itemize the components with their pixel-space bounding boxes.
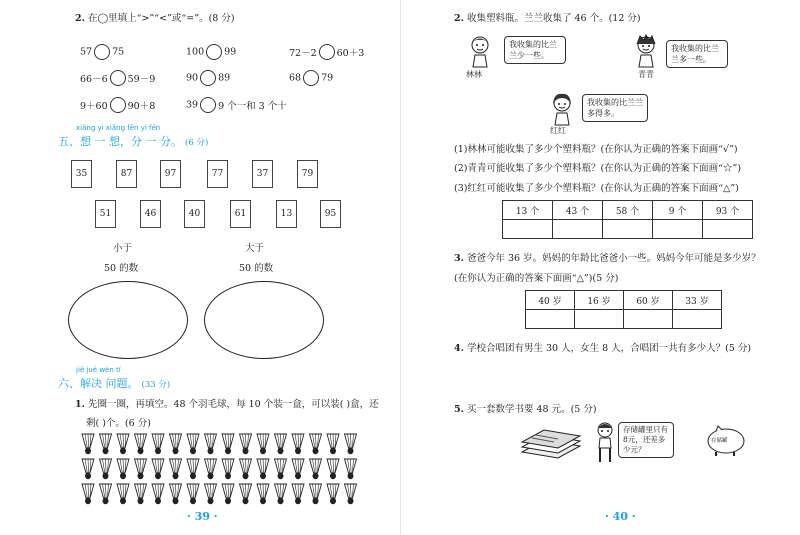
comparison-right: 59－9 [127, 74, 156, 85]
shuttlecock-icon [205, 434, 217, 454]
number-card: 35 [71, 160, 92, 188]
answer-option: 93 个 [703, 201, 753, 220]
shuttlecock-icon [170, 434, 182, 454]
shuttlecock-icon [345, 434, 357, 454]
linlin-name: 林林 [466, 70, 482, 79]
comparison-left: 39 [186, 99, 199, 111]
shuttlecock-icon [292, 434, 304, 454]
comparison-right: 79 [321, 72, 334, 84]
question-3-line-1 [454, 250, 761, 264]
answer-option: 60 岁 [624, 291, 673, 310]
shuttlecock-icon [275, 434, 287, 454]
number-card: 37 [252, 160, 273, 188]
answer-mark-cell[interactable] [553, 220, 603, 239]
number-card: 87 [116, 160, 137, 188]
comparison-left: 9＋60 [80, 101, 108, 112]
number-card: 95 [320, 200, 341, 228]
answer-mark-cell[interactable] [526, 310, 575, 329]
question-1-line-1 [75, 396, 379, 410]
section-6-header [58, 375, 170, 391]
shuttlecock-icon [205, 484, 217, 504]
answer-mark-cell[interactable] [603, 220, 653, 239]
shuttlecock-icon [117, 434, 129, 454]
shuttlecock-icon [222, 484, 234, 504]
shuttlecock-icon [82, 434, 94, 454]
shuttlecock-icon [292, 459, 304, 479]
girl-linlin-illustration [466, 34, 494, 68]
shuttlecock-icon [135, 434, 147, 454]
shuttlecock-icon [152, 434, 164, 454]
shuttlecock-icon [257, 459, 269, 479]
shuttlecock-icon [257, 434, 269, 454]
qingqing-name: 青青 [638, 70, 654, 79]
shuttlecock-icon [292, 484, 304, 504]
comparison-item [289, 70, 333, 86]
comparison-right: 89 [218, 72, 231, 84]
shuttlecock-icon [170, 484, 182, 504]
question-number: 2. [75, 13, 85, 24]
linlin-speech-bubble: 我收集的比兰兰少一些。 [504, 36, 566, 64]
shuttlecock-icon [240, 484, 252, 504]
comparison-right: 75 [112, 46, 125, 58]
question-number: 5. [454, 404, 464, 415]
math-books-illustration [518, 422, 584, 460]
comparison-circle-blank[interactable] [319, 44, 335, 60]
number-card: 51 [95, 200, 116, 228]
comparison-left: 68 [289, 72, 302, 84]
number-card: 13 [276, 200, 297, 228]
number-card: 46 [140, 200, 161, 228]
shuttlecock-icon [327, 434, 339, 454]
question-text: 收集塑料瓶。兰兰收集了 46 个。(12 分) [466, 13, 641, 24]
bottle-options-table [502, 200, 753, 239]
comparison-circle-blank[interactable] [94, 44, 110, 60]
number-card: 77 [207, 160, 228, 188]
shuttlecock-icon [345, 484, 357, 504]
shuttlecock-icon [152, 459, 164, 479]
shuttlecock-icon [310, 459, 322, 479]
greater-than-oval[interactable] [204, 281, 324, 359]
question-text: 爸爸今年 36 岁。妈妈的年龄比爸爸小一些。妈妈今年可能是多少岁？ [466, 253, 761, 264]
less-than-label: 小于 [113, 243, 133, 254]
number-card: 40 [184, 200, 205, 228]
comparison-circle-blank[interactable] [110, 97, 126, 113]
answer-mark-cell[interactable] [503, 220, 553, 239]
answer-mark-cell[interactable] [575, 310, 624, 329]
shuttlecock-icon [205, 459, 217, 479]
comparison-right: 99 [224, 46, 237, 58]
shuttlecock-icon [170, 459, 182, 479]
piggy-bank-label: 存储罐 [711, 438, 728, 444]
sub-question-1: (1)林林可能收集了多少个塑料瓶？(在你认为正确的答案下面画“√”) [454, 144, 738, 155]
shuttlecock-icon [240, 459, 252, 479]
answer-option: 58 个 [603, 201, 653, 220]
shuttlecock-icon [100, 484, 112, 504]
comparison-item [186, 97, 287, 113]
shuttlecock-icon [310, 484, 322, 504]
answer-option: 9 个 [653, 201, 703, 220]
honghong-name: 红红 [550, 126, 566, 135]
shuttlecock-icon [117, 459, 129, 479]
answer-option: 13 个 [503, 201, 553, 220]
answer-option: 16 岁 [575, 291, 624, 310]
page-number: · 40 · [605, 510, 636, 523]
shuttlecock-icon [275, 484, 287, 504]
answer-option: 40 岁 [526, 291, 575, 310]
shuttlecock-icon [327, 459, 339, 479]
section-6-title: 六、解决 问题。 [58, 377, 139, 390]
question-1-line-2: 剩( )个。(6 分) [86, 418, 151, 429]
answer-mark-cell[interactable] [624, 310, 673, 329]
answer-option: 33 岁 [673, 291, 722, 310]
right-page [400, 0, 800, 535]
comparison-item [289, 44, 364, 60]
shuttlecock-icon [275, 459, 287, 479]
shuttlecock-icon [152, 484, 164, 504]
question-text: 买一套数学书要 48 元。(5 分) [466, 404, 597, 415]
shuttlecock-icon [100, 434, 112, 454]
shuttlecock-icon [240, 434, 252, 454]
section-5-header [58, 133, 208, 149]
question-2-header [75, 10, 235, 24]
question-number: 4. [454, 343, 464, 354]
question-number: 2. [454, 13, 464, 24]
answer-option: 43 个 [553, 201, 603, 220]
sub-question-2: (2)青青可能收集了多少个塑料瓶？(在你认为正确的答案下面画“☆”) [454, 163, 742, 174]
comparison-left: 57 [80, 46, 93, 58]
shuttlecock-icon [82, 459, 94, 479]
shuttlecock-icon [222, 459, 234, 479]
boy-speech-bubble: 存储罐里只有8元，还差多少元？ [618, 422, 674, 458]
answer-mark-cell[interactable] [673, 310, 722, 329]
comparison-circle-blank[interactable] [200, 70, 216, 86]
number-card: 97 [160, 160, 181, 188]
comparison-item [80, 70, 155, 86]
comparison-left: 66－6 [80, 74, 108, 85]
comparison-item [80, 44, 124, 60]
question-number: 1. [75, 399, 85, 410]
comparison-right: 60＋3 [336, 48, 365, 59]
comparison-right: 9 个一和 3 个十 [218, 101, 287, 112]
qingqing-speech-bubble: 我收集的比兰兰多一些。 [666, 40, 728, 68]
answer-mark-cell[interactable] [703, 220, 753, 239]
boy-illustration [592, 420, 618, 466]
shuttlecock-icon [187, 434, 199, 454]
section-5-title: 五、想 一 想，分 一 分。 [58, 135, 182, 148]
shuttlecock-icon [327, 484, 339, 504]
shuttlecock-icon [100, 459, 112, 479]
page-number: · 39 · [187, 510, 218, 523]
comparison-left: 100 [186, 46, 205, 58]
shuttlecock-icon [135, 459, 147, 479]
comparison-circle-blank[interactable] [200, 97, 216, 113]
comparison-item [186, 44, 236, 60]
comparison-item [186, 70, 230, 86]
section-5-score: (6 分) [185, 138, 209, 148]
comparison-right: 90＋8 [127, 101, 156, 112]
question-text: 学校合唱团有男生 30 人，女生 8 人，合唱团一共有多少人？(5 分) [466, 343, 752, 354]
less-than-label-2: 50 的数 [104, 263, 139, 274]
section-6-pinyin: jiě jué wèn tí [76, 366, 121, 374]
question-2-header [454, 10, 641, 24]
shuttlecock-icon [222, 434, 234, 454]
question-text: 先圈一圈，再填空。48 个羽毛球，每 10 个装一盒，可以装( )盒，还 [87, 399, 379, 410]
greater-than-label-2: 50 的数 [239, 263, 274, 274]
answer-mark-cell[interactable] [653, 220, 703, 239]
shuttlecock-icon [135, 484, 147, 504]
number-card: 79 [297, 160, 318, 188]
question-text: 在◯里填上“>”“<”或“=”。(8 分) [87, 13, 235, 24]
greater-than-label: 大于 [245, 243, 265, 254]
shuttlecock-icon [117, 484, 129, 504]
comparison-circle-blank[interactable] [206, 44, 222, 60]
comparison-left: 72－2 [289, 48, 317, 59]
comparison-circle-blank[interactable] [303, 70, 319, 86]
girl-honghong-illustration [548, 92, 576, 126]
number-card: 61 [230, 200, 251, 228]
question-4 [454, 340, 751, 354]
comparison-circle-blank[interactable] [110, 70, 126, 86]
shuttlecock-icon [345, 459, 357, 479]
shuttlecock-icon [257, 484, 269, 504]
question-5 [454, 401, 597, 415]
question-3-line-2: (在你认为正确的答案下面画“△”)(5 分) [454, 273, 619, 284]
age-options-table [525, 290, 722, 329]
honghong-speech-bubble: 我收集的比兰兰多得多。 [582, 94, 648, 122]
section-5-pinyin: xiǎng yi xiǎng fēn yi fēn [76, 124, 161, 132]
shuttlecock-grid [80, 432, 370, 507]
section-6-score: (33 分) [141, 380, 171, 390]
question-number: 3. [454, 253, 464, 264]
shuttlecock-icon [310, 434, 322, 454]
less-than-oval[interactable] [68, 281, 188, 359]
sub-question-3: (3)红红可能收集了多少个塑料瓶？(在你认为正确的答案下面画“△”) [454, 183, 739, 194]
girl-qingqing-illustration [632, 34, 660, 68]
shuttlecock-icon [187, 459, 199, 479]
shuttlecock-icon [82, 484, 94, 504]
comparison-left: 90 [186, 72, 199, 84]
shuttlecock-icon [187, 484, 199, 504]
comparison-item [80, 97, 155, 113]
